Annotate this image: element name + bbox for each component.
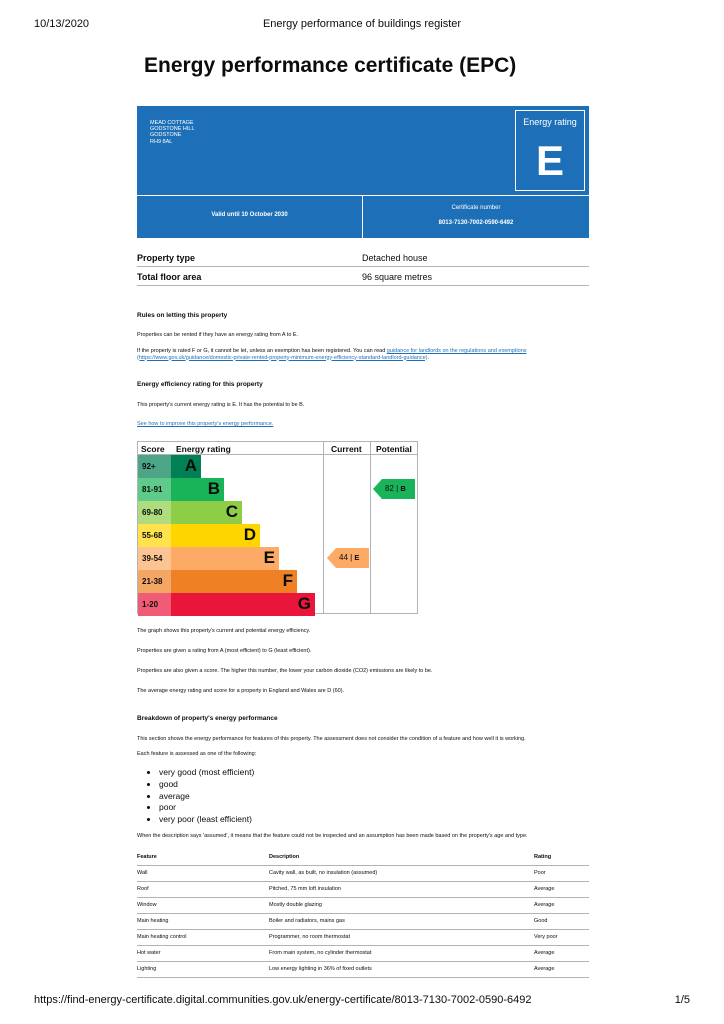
property-summary xyxy=(137,248,589,286)
cell-description: Programmer, no room thermostat xyxy=(269,934,351,940)
table-row xyxy=(137,930,589,946)
table-row xyxy=(137,962,589,978)
band-score: 21-38 xyxy=(138,570,171,593)
energy-rating-letter: E xyxy=(535,137,564,184)
chart-note: Properties are also given a score. The higher this number, the lower your carbon dioxide (CO2) emissions are likely to be. xyxy=(137,668,433,674)
certificate-number-label: Certificate number xyxy=(451,205,501,211)
band-score: 55-68 xyxy=(138,524,171,547)
features-table xyxy=(137,850,589,978)
breakdown-paragraph: This section shows the energy performance for features of this property. The assessment does not consider the condition of a feature and how well it is working. xyxy=(137,736,526,742)
rules-text-end: . xyxy=(427,354,430,361)
band-bar xyxy=(171,547,279,570)
cell-feature: Main heating xyxy=(137,918,169,924)
rules-exemption-paragraph xyxy=(137,348,589,361)
band-bar xyxy=(171,478,224,501)
chart-header-energy-rating: Energy rating xyxy=(176,444,231,454)
summary-key: Property type xyxy=(137,253,196,263)
column-header-feature: Feature xyxy=(137,854,157,860)
rules-paragraph: Properties can be rented if they have an energy rating from A to E. xyxy=(137,332,299,338)
current-rating-letter: E xyxy=(354,553,360,562)
certificate-number: 8013-7130-7002-0590-6492 xyxy=(438,220,514,226)
address-line: GODSTONE HILL xyxy=(150,126,195,133)
cell-rating: Good xyxy=(534,918,548,924)
column-header-rating: Rating xyxy=(534,854,552,860)
table-row xyxy=(137,946,589,962)
band-score: 69-80 xyxy=(138,501,171,524)
band-letter: D xyxy=(243,525,256,544)
improve-performance-link[interactable]: See how to improve this property's energy performance. xyxy=(137,421,274,427)
chart-note: The average energy rating and score for a property in England and Wales are D (60). xyxy=(137,688,345,694)
column-header-description: Description xyxy=(269,854,300,860)
band-letter: G xyxy=(297,594,311,613)
cell-rating: Average xyxy=(534,950,555,956)
address-line: MEAD COTTAGE xyxy=(150,120,194,126)
cell-description: Pitched, 75 mm loft insulation xyxy=(269,886,341,892)
list-item: • very poor (least efficient) xyxy=(159,814,254,826)
cell-description: From main system, no cylinder thermostat xyxy=(269,950,372,956)
band-score: 39-54 xyxy=(138,547,171,570)
table-row xyxy=(137,866,589,882)
summary-key: Total floor area xyxy=(137,272,202,282)
cell-rating: Average xyxy=(534,966,555,972)
table-row xyxy=(137,882,589,898)
rules-text: If the property is rated F or G, it cannot be let, unless an exemption has been registered. You can read xyxy=(137,348,387,354)
cell-rating: Average xyxy=(534,886,555,892)
band-letter: B xyxy=(207,479,220,498)
chart-header-score: Score xyxy=(141,444,165,454)
address-line: RH9 8AL xyxy=(150,138,173,145)
print-header-title: Energy performance of buildings register xyxy=(262,18,462,30)
band-score: 81-91 xyxy=(138,478,171,501)
list-item: • poor xyxy=(159,802,254,814)
address-line: GODSTONE xyxy=(150,132,182,139)
list-item: • average xyxy=(159,791,254,803)
certificate-banner xyxy=(137,106,589,238)
summary-row-property-type xyxy=(137,248,589,267)
breakdown-levels-intro: Each feature is assessed as one of the following: xyxy=(137,751,257,757)
cell-feature: Window xyxy=(137,902,157,908)
band-letter: E xyxy=(263,548,275,567)
table-header-row xyxy=(137,850,589,866)
table-body xyxy=(137,866,589,978)
band-letter: A xyxy=(184,456,197,475)
banner-divider xyxy=(137,195,589,196)
potential-rating-score: 82 | B xyxy=(385,484,406,493)
breakdown-heading: Breakdown of property's energy performance xyxy=(137,715,278,722)
cell-rating: Average xyxy=(534,902,555,908)
band-score: 1-20 xyxy=(138,593,171,616)
print-page-number: 1/5 xyxy=(674,994,690,1006)
current-rating-arrow xyxy=(327,548,369,568)
band-bar xyxy=(171,593,315,616)
band-bar xyxy=(171,455,201,478)
summary-row-floor-area xyxy=(137,267,589,286)
energy-rating-label: Energy rating xyxy=(523,117,577,127)
cell-feature: Lighting xyxy=(137,966,157,972)
energy-rating-chart xyxy=(137,441,418,614)
cell-description: Low energy lighting in 36% of fixed outlets xyxy=(269,966,372,972)
band-bar xyxy=(171,570,297,593)
efficiency-heading: Energy efficiency rating for this property xyxy=(137,381,263,388)
cell-feature: Wall xyxy=(137,870,148,876)
cell-feature: Roof xyxy=(137,886,149,892)
band-bar xyxy=(171,501,242,524)
summary-value: Detached house xyxy=(362,253,428,263)
banner-divider-vertical xyxy=(362,195,363,238)
chart-divider xyxy=(370,442,371,613)
potential-rating-letter: B xyxy=(400,484,406,493)
potential-rating-arrow xyxy=(373,479,415,499)
table-row xyxy=(137,914,589,930)
band-bar xyxy=(171,524,260,547)
chart-note: The graph shows this property's current and potential energy efficiency. xyxy=(137,628,311,634)
chart-note: Properties are given a rating from A (most efficient) to G (least efficient). xyxy=(137,648,312,654)
page-title: Energy performance certificate (EPC) xyxy=(144,54,517,77)
landlord-guidance-link[interactable]: guidance for landlords on the regulations and exemptions (https://www.gov.uk/guidance/domestic-private-rented-property-minimum-energy-efficiency-standard-landlord-guidance) xyxy=(137,348,527,361)
valid-until: Valid until 10 October 2030 xyxy=(211,212,288,218)
cell-description: Cavity wall, as built, no insulation (assumed) xyxy=(269,870,378,876)
efficiency-paragraph: This property's current energy rating is E. It has the potential to be B. xyxy=(137,402,305,408)
cell-description: Boiler and radiators, mains gas xyxy=(269,918,345,924)
assumed-note: When the description says 'assumed', it means that the feature could not be inspected and an assumption has been made based on the property's age and type. xyxy=(137,833,528,839)
chart-header-potential: Potential xyxy=(376,444,412,454)
band-letter: F xyxy=(282,571,293,590)
property-address xyxy=(150,120,195,145)
cell-rating: Very poor xyxy=(534,934,558,940)
cell-rating: Poor xyxy=(534,870,546,876)
band-score: 92+ xyxy=(138,455,171,478)
current-rating-score: 44 | E xyxy=(339,553,360,562)
print-header xyxy=(0,0,724,40)
summary-value: 96 square metres xyxy=(362,272,433,282)
list-item: • good xyxy=(159,779,254,791)
chart-header-current: Current xyxy=(331,444,362,454)
list-item: • very good (most efficient) xyxy=(159,767,254,779)
print-date: 10/13/2020 xyxy=(34,18,90,30)
cell-description: Mostly double glazing xyxy=(269,902,322,908)
print-url: https://find-energy-certificate.digital.communities.gov.uk/energy-certificate/8013-7130-7002-0590-6492 xyxy=(34,994,532,1006)
band-letter: C xyxy=(225,502,238,521)
energy-rating-box xyxy=(515,110,585,191)
cell-feature: Hot water xyxy=(137,950,161,956)
cell-feature: Main heating control xyxy=(137,934,187,940)
rules-heading: Rules on letting this property xyxy=(137,312,228,319)
chart-divider xyxy=(323,442,324,613)
table-row xyxy=(137,898,589,914)
assessment-levels-list xyxy=(159,767,254,826)
